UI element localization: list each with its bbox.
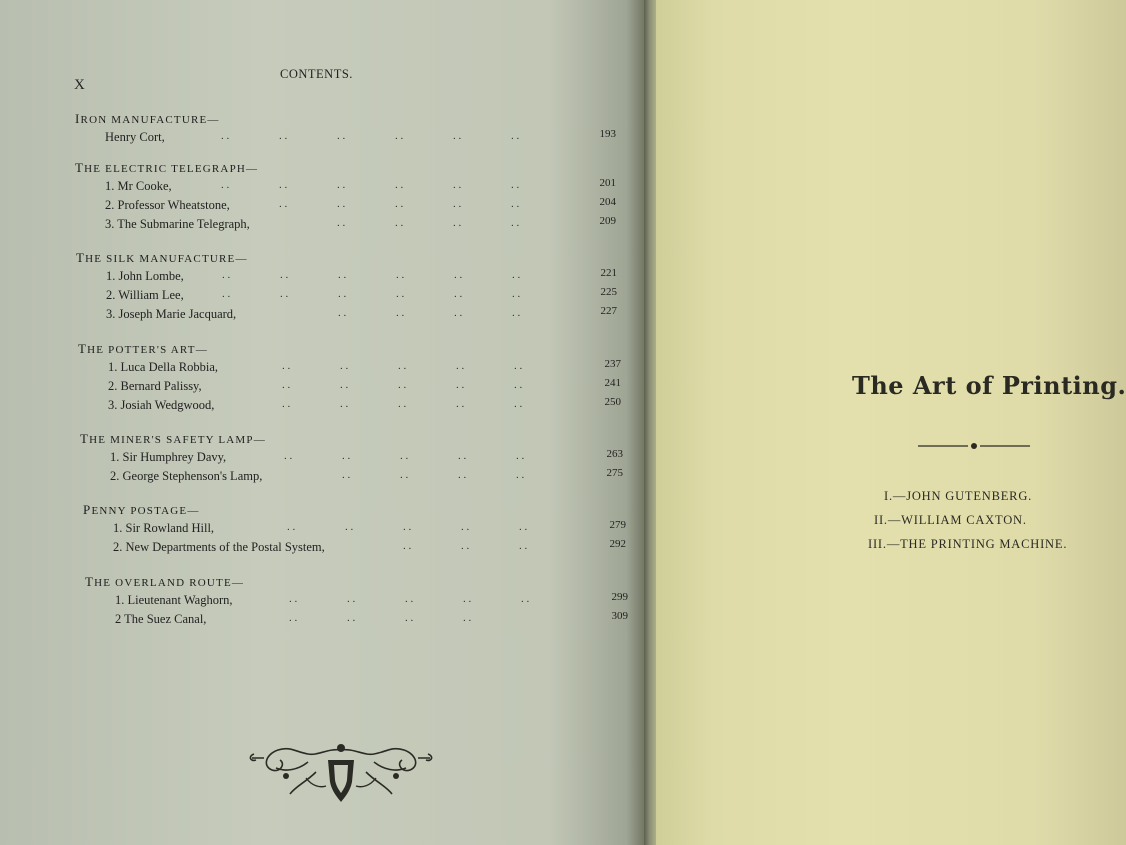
entry-label: 2. Professor Wheatstone, xyxy=(105,198,230,212)
entry-page-number: 237 xyxy=(604,358,621,370)
entry-page-number: 209 xyxy=(599,215,616,227)
entry-label: 2 The Suez Canal, xyxy=(115,612,207,626)
toc-section xyxy=(85,574,628,631)
toc-entry: 1. Sir Humphrey Davy, . . . . . . . . . . 263 xyxy=(110,448,623,464)
toc-entry: 1. Sir Rowland Hill, . . . . . . . . . . 279 xyxy=(113,519,626,535)
entry-page-number: 292 xyxy=(609,538,626,550)
section-title: THE ELECTRIC TELEGRAPH— xyxy=(75,160,259,175)
entry-label: 1. Sir Rowland Hill, xyxy=(113,521,215,535)
entry-label: 2. Bernard Palissy, xyxy=(108,379,202,393)
entry-label: Henry Cort, xyxy=(105,130,165,144)
toc-section xyxy=(75,111,615,149)
section-title: PENNY POSTAGE— xyxy=(83,502,200,517)
entry-label: 2. George Stephenson's Lamp, xyxy=(110,469,263,483)
section-title-art-of-printing: The Art of Printing. xyxy=(852,371,1126,400)
toc-section xyxy=(75,160,615,236)
entry-label: 2. New Departments of the Postal System, xyxy=(113,540,325,554)
toc-entry: 3. Joseph Marie Jacquard, . . . . . . . . 227 xyxy=(106,305,617,321)
entry-page-number: 250 xyxy=(604,396,621,408)
toc-entry: 1. Lieutenant Waghorn, . . . . . . . . . . 299 xyxy=(115,591,628,607)
entry-page-number: 241 xyxy=(604,377,621,389)
toc-entry: 1. John Lombe, . . . . . . . . . . . . 221 xyxy=(106,267,617,283)
section-title: THE OVERLAND ROUTE— xyxy=(85,574,245,589)
entry-label: 3. Joseph Marie Jacquard, xyxy=(106,307,237,321)
toc-section xyxy=(78,341,621,417)
section-title: THE SILK MANUFACTURE— xyxy=(76,250,248,265)
toc-entry: 1. Luca Della Robbia, . . . . . . . . . . 237 xyxy=(108,358,621,374)
toc-section xyxy=(80,431,623,488)
entry-page-number: 279 xyxy=(609,519,626,531)
section-title: THE MINER'S SAFETY LAMP— xyxy=(80,431,266,446)
floral-ornament-icon xyxy=(246,742,436,808)
entry-page-number: 204 xyxy=(599,196,616,208)
entry-label: 1. Sir Humphrey Davy, xyxy=(110,450,227,464)
entry-page-number: 309 xyxy=(611,610,628,622)
section-title: IRON MANUFACTURE— xyxy=(75,111,220,126)
entry-label: 1. Luca Della Robbia, xyxy=(108,360,219,374)
entry-label: 3. The Submarine Telegraph, xyxy=(105,217,250,231)
entry-label: 1. John Lombe, xyxy=(106,269,184,283)
right-page xyxy=(656,0,1126,845)
toc-entry: 2. George Stephenson's Lamp, . . . . . . . . 275 xyxy=(110,467,623,483)
toc-section xyxy=(76,250,616,326)
toc-entry: Henry Cort, . . . . . . . . . . . . 193 xyxy=(105,128,616,144)
entry-label: 3. Josiah Wedgwood, xyxy=(108,398,215,412)
toc-entry: 2. Professor Wheatstone, . . . . . . . . . . 204 xyxy=(105,196,616,212)
toc-entry: 2 The Suez Canal, . . . . . . . . 309 xyxy=(115,610,628,626)
toc-section xyxy=(83,502,626,559)
toc-entry: 3. Josiah Wedgwood, . . . . . . . . . . 250 xyxy=(108,396,621,412)
entry-label: 2. William Lee, xyxy=(106,288,184,302)
page-folio: X xyxy=(74,77,86,93)
entry-page-number: 263 xyxy=(606,448,623,460)
entry-page-number: 225 xyxy=(600,286,617,298)
toc-entry: 2. William Lee, . . . . . . . . . . . . 225 xyxy=(106,286,617,302)
entry-label: 1. Mr Cooke, xyxy=(105,179,172,193)
entry-label: 1. Lieutenant Waghorn, xyxy=(115,593,233,607)
entry-page-number: 201 xyxy=(599,177,616,189)
entry-page-number: 193 xyxy=(599,128,616,140)
entry-page-number: 299 xyxy=(611,591,628,603)
entry-page-number: 275 xyxy=(606,467,623,479)
toc-entry: 2. Bernard Palissy, . . . . . . . . . . 241 xyxy=(108,377,621,393)
running-head: CONTENTS. xyxy=(280,67,353,81)
chapter-item: I.—JOHN GUTENBERG. xyxy=(884,489,1033,503)
toc-entry: 1. Mr Cooke, . . . . . . . . . . . . 201 xyxy=(105,177,616,193)
section-title: THE POTTER'S ART— xyxy=(78,341,208,356)
chapter-item: III.—THE PRINTING MACHINE. xyxy=(868,537,1068,551)
entry-page-number: 221 xyxy=(600,267,617,279)
toc-entry: 2. New Departments of the Postal System, . . . . . . 292 xyxy=(113,538,626,554)
ornamental-rule-icon xyxy=(918,440,1030,454)
entry-page-number: 227 xyxy=(600,305,617,317)
toc-entry: 3. The Submarine Telegraph, . . . . . . . . 209 xyxy=(105,215,616,231)
chapter-item: II.—WILLIAM CAXTON. xyxy=(874,513,1027,527)
